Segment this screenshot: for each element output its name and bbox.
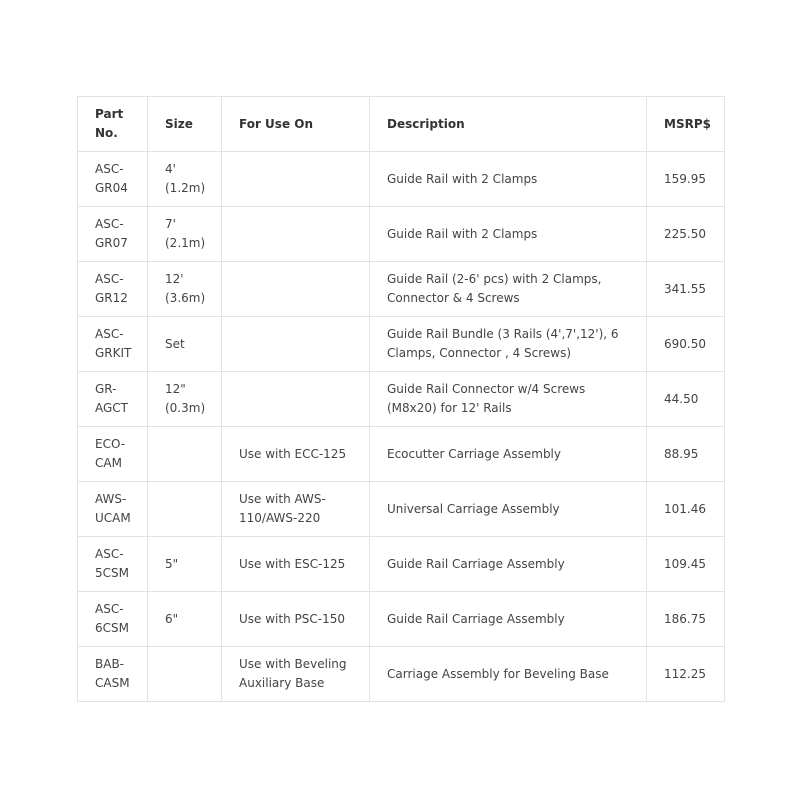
cell-for-use-on	[222, 317, 370, 372]
cell-size	[148, 482, 222, 537]
cell-part-no: ASC-GR04	[78, 152, 148, 207]
cell-size: Set	[148, 317, 222, 372]
cell-msrp: 101.46	[647, 482, 725, 537]
cell-part-no: ECO-CAM	[78, 427, 148, 482]
cell-for-use-on	[222, 207, 370, 262]
cell-part-no: ASC-5CSM	[78, 537, 148, 592]
parts-table-container	[77, 96, 724, 702]
cell-msrp: 159.95	[647, 152, 725, 207]
cell-size: 5"	[148, 537, 222, 592]
table-row	[78, 537, 725, 592]
cell-description: Carriage Assembly for Beveling Base	[370, 647, 647, 702]
cell-msrp: 88.95	[647, 427, 725, 482]
cell-msrp: 690.50	[647, 317, 725, 372]
table-row	[78, 592, 725, 647]
cell-part-no: BAB-CASM	[78, 647, 148, 702]
table-row	[78, 317, 725, 372]
cell-for-use-on	[222, 262, 370, 317]
cell-description: Guide Rail Bundle (3 Rails (4',7',12'), 6 Clamps, Connector , 4 Screws)	[370, 317, 647, 372]
table-row	[78, 152, 725, 207]
header-size: Size	[148, 97, 222, 152]
cell-size: 7' (2.1m)	[148, 207, 222, 262]
cell-for-use-on	[222, 152, 370, 207]
table-row	[78, 207, 725, 262]
table-row	[78, 427, 725, 482]
cell-size: 12' (3.6m)	[148, 262, 222, 317]
cell-description: Guide Rail (2-6' pcs) with 2 Clamps, Connector & 4 Screws	[370, 262, 647, 317]
cell-description: Guide Rail Carriage Assembly	[370, 537, 647, 592]
cell-for-use-on	[222, 372, 370, 427]
cell-description: Guide Rail Connector w/4 Screws (M8x20) for 12' Rails	[370, 372, 647, 427]
cell-size	[148, 427, 222, 482]
header-description: Description	[370, 97, 647, 152]
cell-msrp: 341.55	[647, 262, 725, 317]
parts-table	[77, 96, 725, 702]
cell-size: 4' (1.2m)	[148, 152, 222, 207]
cell-for-use-on: Use with Beveling Auxiliary Base	[222, 647, 370, 702]
cell-msrp: 112.25	[647, 647, 725, 702]
cell-part-no: ASC-GRKIT	[78, 317, 148, 372]
cell-part-no: GR-AGCT	[78, 372, 148, 427]
cell-for-use-on: Use with ECC-125	[222, 427, 370, 482]
header-for-use-on: For Use On	[222, 97, 370, 152]
table-header-row	[78, 97, 725, 152]
cell-description: Guide Rail Carriage Assembly	[370, 592, 647, 647]
cell-description: Ecocutter Carriage Assembly	[370, 427, 647, 482]
cell-msrp: 44.50	[647, 372, 725, 427]
cell-msrp: 225.50	[647, 207, 725, 262]
cell-description: Universal Carriage Assembly	[370, 482, 647, 537]
cell-for-use-on: Use with ESC-125	[222, 537, 370, 592]
cell-for-use-on: Use with AWS-110/AWS-220	[222, 482, 370, 537]
cell-part-no: ASC-GR12	[78, 262, 148, 317]
cell-size: 12" (0.3m)	[148, 372, 222, 427]
table-row	[78, 482, 725, 537]
cell-part-no: AWS-UCAM	[78, 482, 148, 537]
cell-msrp: 109.45	[647, 537, 725, 592]
cell-part-no: ASC-GR07	[78, 207, 148, 262]
cell-size	[148, 647, 222, 702]
cell-msrp: 186.75	[647, 592, 725, 647]
cell-part-no: ASC-6CSM	[78, 592, 148, 647]
cell-description: Guide Rail with 2 Clamps	[370, 152, 647, 207]
header-part-no: Part No.	[78, 97, 148, 152]
header-msrp: MSRP$	[647, 97, 725, 152]
cell-for-use-on: Use with PSC-150	[222, 592, 370, 647]
table-row	[78, 372, 725, 427]
table-row	[78, 262, 725, 317]
table-row	[78, 647, 725, 702]
cell-size: 6"	[148, 592, 222, 647]
cell-description: Guide Rail with 2 Clamps	[370, 207, 647, 262]
